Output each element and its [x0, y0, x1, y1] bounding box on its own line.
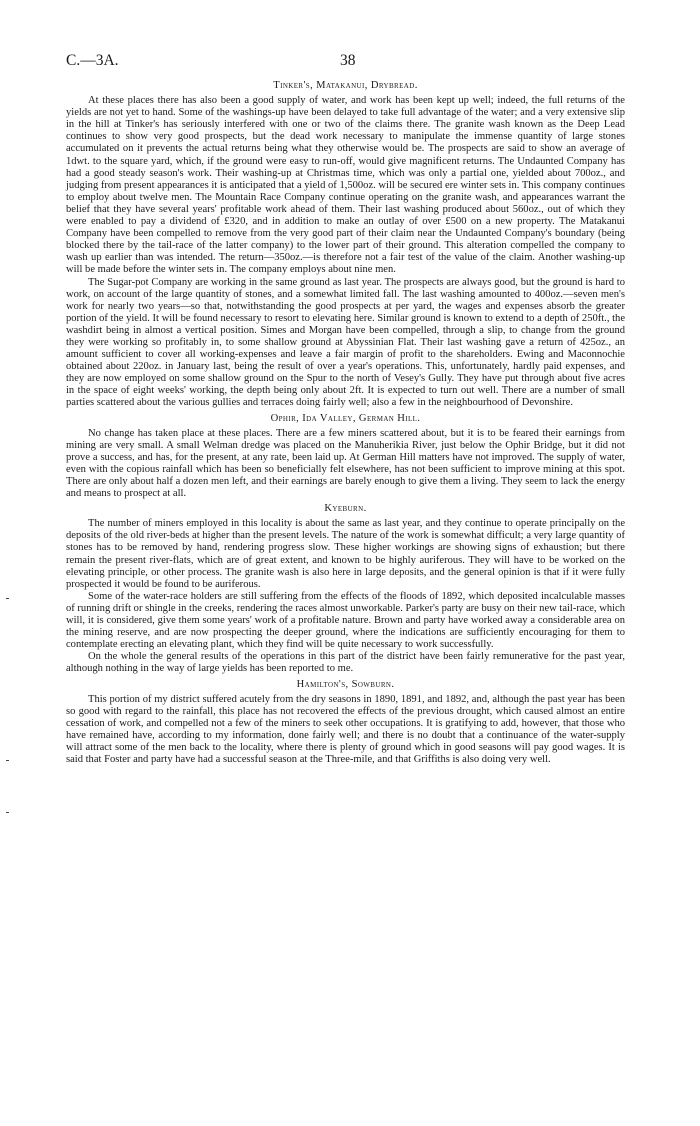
margin-mark: [6, 760, 9, 761]
section-heading: Kyeburn.: [324, 503, 367, 515]
margin-mark: [6, 598, 9, 599]
page-number: 38: [340, 52, 356, 69]
section-heading: Tinker's, Matakanui, Drybread.: [273, 80, 418, 91]
body-paragraph: No change has taken place at these places. There are a few miners scattered about, but it is to be feared their earnings from mining are very small. A small Welman dredge was placed on the Manuherikia River, just below the Ophir Bridge, but it did not prove a success, and has, for the present, at any rate, been laid up. At German Hill matters have not improved. The supply of water, even with the copious rainfall which has been so beneficially felt elsewhere, has not been sufficient to improve mining at this spot. There are only about half a dozen men left, and their earnings are barely enough to give them a living. They seem to lack the energy and means to prospect at all.: [66, 427, 625, 500]
body-paragraph: On the whole the general results of the operations in this part of the district have been fairly remunerative for the past year, although nothing in the way of large yields has been reported to me.: [66, 651, 625, 675]
section-heading: Ophir, Ida Valley, German Hill.: [270, 412, 421, 424]
section-heading: Hamilton's, Sowburn.: [296, 678, 395, 690]
body-paragraph: The number of miners employed in this locality is about the same as last year, and they continue to operate principally on the deposits of the old river-beds at higher than the present levels. The nature of the work is somewhat difficult; a very large quantity of stones has to be removed by hand, rendering progress slow. These higher workings are showing signs of exhaustion; but there remain the present river-flats, which are of great extent, and known to be highly auriferous. They will have to be worked on the elevating principle, or other process. The granite wash is also here in large deposits, and the general opinion is that if it were fully prospected it would be found to be auriferous.: [66, 518, 625, 590]
body-paragraph: The Sugar-pot Company are working in the same ground as last year. The prospects are always good, but the ground is hard to work, on account of the large quantity of stones, and a somewhat limited fall. The last washing amounted to 400oz.—seven men's work for nearly two years—so that, notwithstanding the good prospects at per yard, the wages and expenses absorb the greater portion of the yield. It will be found necessary to resort to elevating here. Similar ground is known to extend to a depth of 250ft., the washdirt being in almost a vertical position. Simes and Morgan have been compelled, through a slip, to change from the ground they were working so profitably in, to some shallow ground at Abyssinian Flat. Their last washing gave a return of 425oz., an amount sufficient to cover all working-expenses and leave a fair margin of profit to the shareholders. Ewing and Maconnochie obtained about 220oz. in January last, being the result of over a year's operations. This, unfortunately, hardly paid expenses, and they are now employed on some shallow ground on the Spur to the north of Vesey's Gully. They have put through about five acres in the space of eight weeks' working, the depth being only about 2ft. It is expected to turn out well. There are a number of small parties scattered about the various gullies and terraces doing fairly well; also a few in the neighbourhood of Devonshire.: [66, 276, 625, 409]
body-paragraph: This portion of my district suffered acutely from the dry seasons in 1890, 1891, and 1892, and, although the past year has been so good with regard to the rainfall, this place has not recovered the effects of the previous drought, which caused almost an entire cessation of work, and compelled not a few of the miners to seek other occupations. It is gratifying to add, however, that those who have remained have, according to my information, done fairly well; and there is no doubt that a continuance of the water-supply will attract some of the men back to the locality, where there is plenty of ground which in good seasons will pay good wages. It is said that Foster and party have had a successful season at the Three-mile, and that Griffiths is also doing very well.: [66, 693, 625, 766]
document-reference: C.—3A.: [66, 52, 119, 69]
body-paragraph: At these places there has also been a good supply of water, and work has been kept up well; indeed, the full returns of the yields are not yet to hand. Some of the washings-up have been delayed to take full advantage of the water; and a very extensive slip in the hill at Tinker's has seriously interfered with one or two of the claims there. The granite wash known as the Deep Lead continues to show very good prospects, but the dead work necessary to manipulate the immense quantity of large stones accumulated on it prevents the actual returns being what they otherwise would be. The prospects are said to show an average of 1dwt. to the square yard, which, if the ground were easy to run-off, would give magnificent returns. The Undaunted Company has had a good steady season's work. Their washing-up at Christmas time, which was only a partial one, yielded about 700oz., and judging from present appearances it is anticipated that a yield of 1,500oz. will be secured ere winter sets in. This company continues to employ about twelve men. The Mountain Race Company continue operating on the granite wash, and appearances warrant the belief that they have several years' profitable work ahead of them. Their last washing produced about 560oz., out of which they were enabled to pay a dividend of £320, and in addition to make an outlay of over £500 on a new property. The Matakanui Company have been compelled to remove from the very good part of their claim near the Undaunted Company's boundary (being blocked there by the tail-race of the latter company) to the lower part of their ground. This alteration compelled the company to wash up earlier than was intended. The return—350oz.—is therefore not a fair test of the value of the claim. Another washing-up will be made before the winter sets in. The company employs about nine men.: [66, 95, 625, 276]
margin-mark: [6, 812, 9, 813]
body-paragraph: Some of the water-race holders are still suffering from the effects of the floods of 1892, which deposited incalculable masses of running drift or shingle in the creeks, rendering the races almost unworkable. Parker's party are busy on their new tail-race, which will, it is considered, give them some years' work of a profitable nature. Brown and party have worked away a considerable area on the mining reserve, and are now prospecting the deeper ground, where the indications are sufficiently encouraging for them to contemplate erecting an elevating plant, which they find will be quite necessary to work successfully.: [66, 590, 625, 651]
document-body: [66, 80, 625, 766]
page-header: [66, 52, 626, 72]
